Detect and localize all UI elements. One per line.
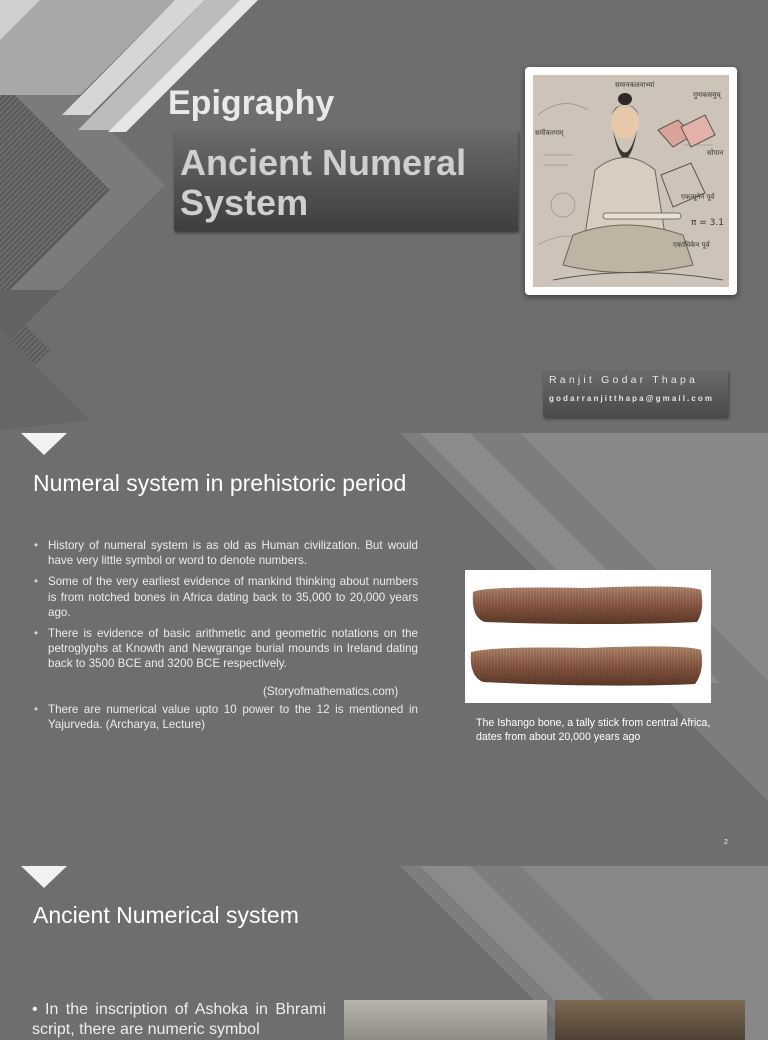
image-text-1: समानकलनाभ्यां bbox=[615, 81, 655, 89]
slide-heading: Numeral system in prehistoric period bbox=[33, 470, 407, 496]
image-text-3: समीकरणम् bbox=[535, 129, 564, 137]
content-slide-prehistoric bbox=[0, 433, 768, 863]
inscription-photo-2 bbox=[555, 1000, 745, 1040]
image-caption: The Ishango bone, a tally stick from central Africa, dates from about 20,000 years ago bbox=[476, 717, 711, 743]
bone-drawing bbox=[465, 570, 711, 703]
list-item: • Some of the very earliest evidence of mankind thinking about numbers is from notched bones in Africa dating back to 35,000 to 20,000 years ago. bbox=[34, 575, 418, 619]
citation: (Storyofmathematics.com) bbox=[263, 685, 399, 698]
image-text-7: π = 3.1 bbox=[691, 218, 724, 228]
sage-drawing bbox=[533, 75, 729, 287]
author-name: Ranjit Godar Thapa bbox=[549, 374, 699, 386]
list-item: • There are numerical value upto 10 power to the 12 is mentioned in Yajurveda. (Archarya, Lecture) bbox=[34, 702, 418, 731]
list-item: • There is evidence of basic arithmetic and geometric notations on the petroglyphs at Knowth and Newgrange burial mounds in Ireland dating back to 3500 BCE and 3200 BCE respectively. bbox=[34, 627, 418, 671]
page-number: 2 bbox=[724, 839, 728, 846]
inscription-photo-1 bbox=[344, 1000, 547, 1040]
list-item: • History of numeral system is as old as Human civilization. But would have very little symbol or word to denote numbers. bbox=[34, 539, 418, 568]
slide-marker-icon bbox=[21, 866, 67, 888]
author-box bbox=[543, 370, 728, 417]
author-email: godarranjitthapa@gmail.com bbox=[549, 394, 715, 403]
bullet-dot-icon: • bbox=[34, 575, 39, 589]
image-text-4: सोपान bbox=[707, 149, 724, 157]
image-text-5: एकन्यूनेन पूर्व bbox=[681, 193, 715, 201]
content-slide-ancient bbox=[0, 866, 768, 1038]
slide-marker-icon bbox=[21, 433, 67, 455]
bullet-dot-icon: • bbox=[34, 539, 39, 552]
slide-heading: Ancient Numerical system bbox=[33, 902, 299, 928]
illustration-frame bbox=[525, 67, 737, 295]
sage-illustration bbox=[533, 75, 729, 287]
bullet-dot-icon: • bbox=[34, 702, 39, 716]
list-item: • In the inscription of Ashoka in Bhrami script, there are numeric symbol bbox=[32, 1001, 327, 1038]
presentation-title: Epigraphy bbox=[168, 84, 335, 122]
subtitle-box bbox=[174, 131, 518, 231]
ishango-bone-image bbox=[465, 570, 711, 703]
image-text-6: एकाधिकेन पूर्व bbox=[673, 241, 710, 249]
bullet-dot-icon: • bbox=[34, 627, 39, 641]
image-text-2: गुणकसमुच् bbox=[693, 91, 721, 99]
title-slide bbox=[0, 0, 768, 430]
presentation-subtitle: Ancient Numeral System bbox=[180, 142, 467, 223]
bullet-list bbox=[32, 538, 418, 738]
